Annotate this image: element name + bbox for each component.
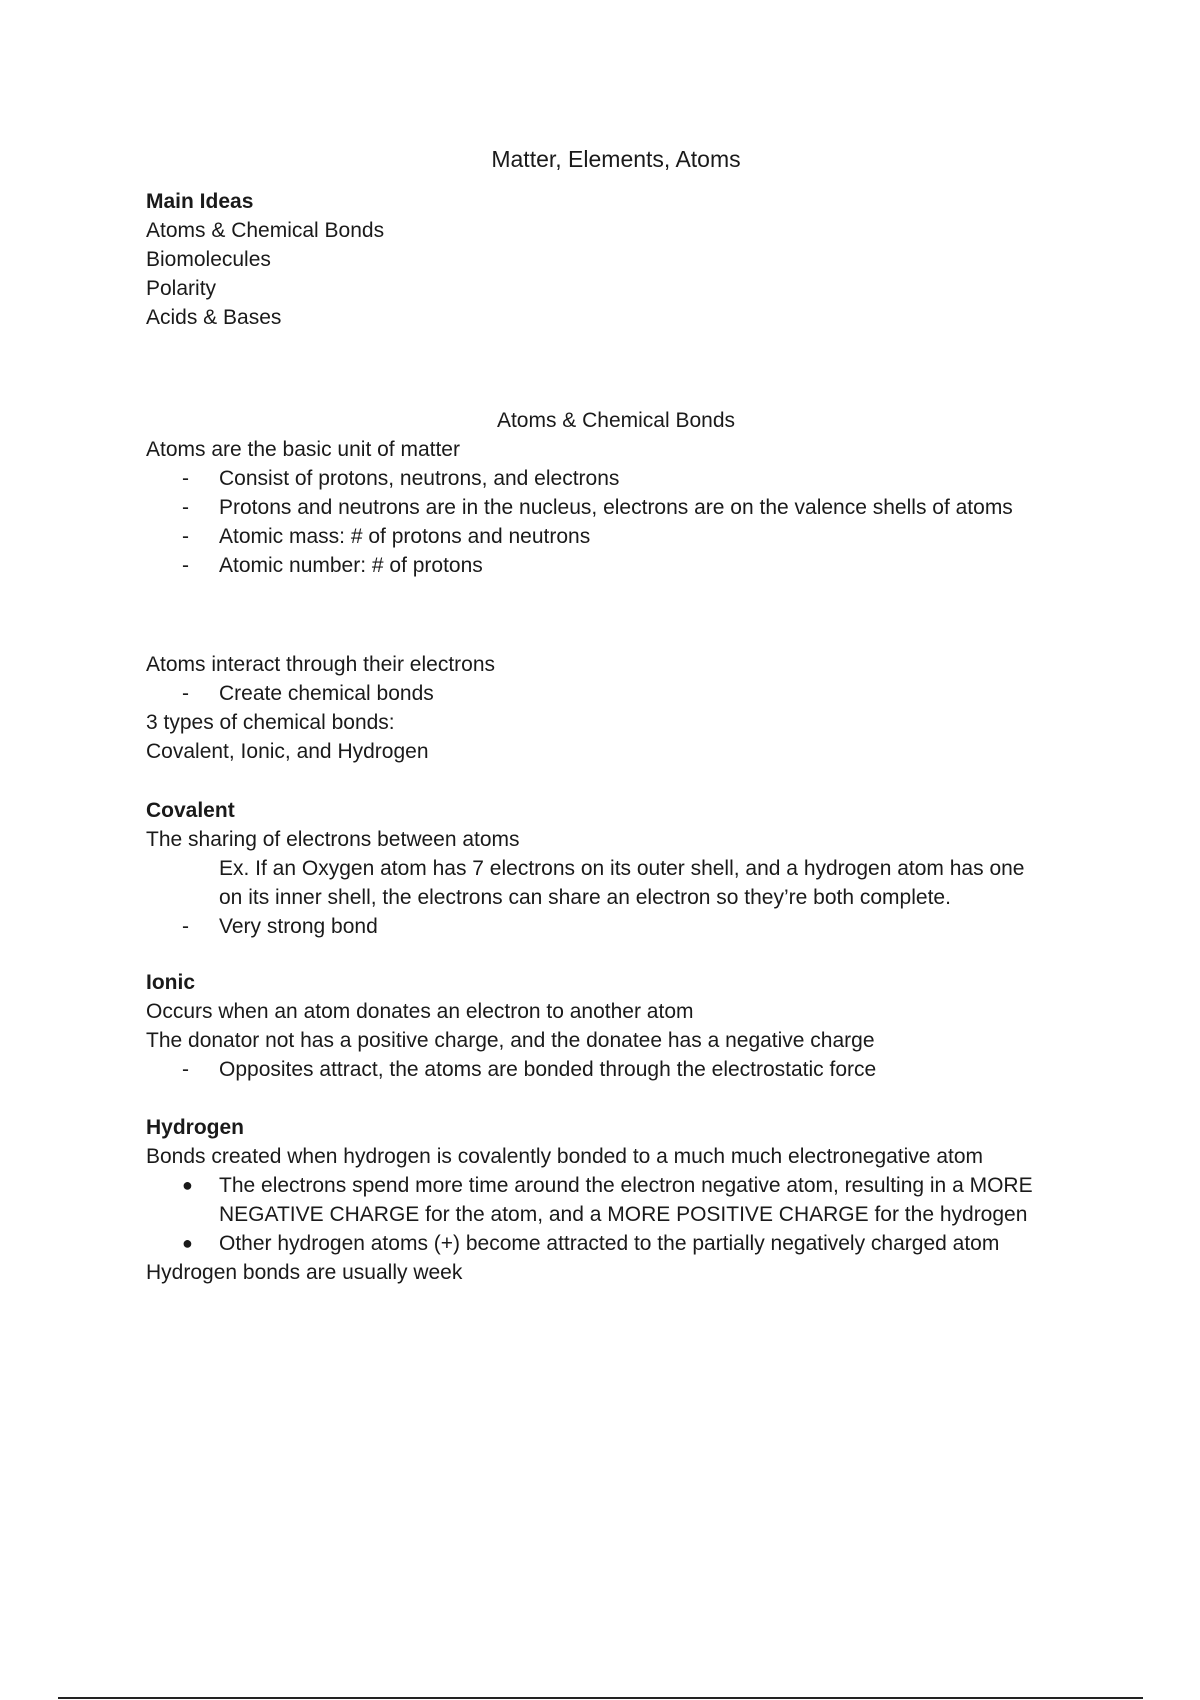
- hydrogen-bullet-list: [146, 1171, 1086, 1258]
- hydrogen-heading: Hydrogen: [146, 1116, 245, 1139]
- list-item-text: Create chemical bonds: [219, 682, 434, 705]
- list-item: [146, 1171, 1086, 1229]
- list-item: [146, 1229, 1086, 1258]
- covalent-definition: The sharing of electrons between atoms: [146, 828, 520, 851]
- list-item-text: Very strong bond: [219, 915, 378, 938]
- covalent-example-line: on its inner shell, the electrons can share an electron so they’re both complete.: [219, 886, 951, 909]
- hydrogen-definition: Bonds created when hydrogen is covalently bonded to a much much electronegative atom: [146, 1145, 984, 1168]
- ionic-bullet-list: [146, 1055, 1086, 1084]
- list-item: [146, 551, 1086, 580]
- list-item-text: Opposites attract, the atoms are bonded through the electrostatic force: [219, 1058, 877, 1081]
- list-item-text: Protons and neutrons are in the nucleus, electrons are on the valence shells of atoms: [219, 496, 1013, 519]
- dash-marker: -: [182, 554, 189, 577]
- ionic-definition: Occurs when an atom donates an electron to another atom: [146, 1000, 694, 1023]
- interact-bullet-list: [146, 679, 1086, 708]
- atoms-interact-text: Atoms interact through their electrons: [146, 653, 496, 676]
- list-item-text: Atomic mass: # of protons and neutrons: [219, 525, 591, 548]
- hydrogen-section: [146, 1113, 1086, 1287]
- list-item: [146, 912, 1086, 941]
- list-item: [146, 522, 1086, 551]
- list-item: [146, 493, 1086, 522]
- bullet-dot-icon: ●: [182, 1175, 193, 1195]
- dash-marker: -: [182, 525, 189, 548]
- document-page: [146, 0, 1086, 1700]
- list-item: [146, 679, 1086, 708]
- main-idea-item: Biomolecules: [146, 248, 271, 271]
- main-idea-item: Polarity: [146, 277, 217, 300]
- atoms-section: [146, 406, 1086, 580]
- hydrogen-closing: Hydrogen bonds are usually week: [146, 1261, 463, 1284]
- ionic-heading: Ionic: [146, 971, 196, 994]
- list-item: [146, 1055, 1086, 1084]
- bond-types-list: Covalent, Ionic, and Hydrogen: [146, 740, 429, 763]
- list-item-text: The electrons spend more time around the electron negative atom, resulting in a MORE: [219, 1174, 1033, 1197]
- covalent-section: [146, 796, 1086, 941]
- dash-marker: -: [182, 1058, 189, 1081]
- bullet-dot-icon: ●: [182, 1233, 193, 1253]
- dash-marker: -: [182, 682, 189, 705]
- footer-divider: [58, 1697, 1143, 1699]
- covalent-heading: Covalent: [146, 799, 235, 822]
- covalent-bullet-list: [146, 912, 1086, 941]
- main-idea-item: Acids & Bases: [146, 306, 282, 329]
- list-item-text: Consist of protons, neutrons, and electrons: [219, 467, 620, 490]
- list-item: [146, 464, 1086, 493]
- ionic-section: [146, 968, 1086, 1084]
- dash-marker: -: [182, 915, 189, 938]
- main-ideas-section: [146, 187, 1086, 332]
- covalent-example-line: Ex. If an Oxygen atom has 7 electrons on its outer shell, and a hydrogen atom has one: [219, 857, 1025, 880]
- dash-marker: -: [182, 467, 189, 490]
- dash-marker: -: [182, 496, 189, 519]
- atoms-section-title: Atoms & Chemical Bonds: [496, 409, 736, 432]
- main-ideas-heading: Main Ideas: [146, 190, 254, 213]
- atoms-interact-section: [146, 650, 1086, 766]
- list-item-text: NEGATIVE CHARGE for the atom, and a MORE POSITIVE CHARGE for the hydrogen: [219, 1203, 1028, 1226]
- list-item-text: Other hydrogen atoms (+) become attracted to the partially negatively charged atom: [219, 1232, 1000, 1255]
- ionic-charge-text: The donator not has a positive charge, and the donatee has a negative charge: [146, 1029, 875, 1052]
- document-title: Matter, Elements, Atoms: [491, 146, 741, 172]
- bond-types-label: 3 types of chemical bonds:: [146, 711, 395, 734]
- list-item-text: Atomic number: # of protons: [219, 554, 483, 577]
- atoms-bullet-list: [146, 464, 1086, 580]
- main-idea-item: Atoms & Chemical Bonds: [146, 219, 385, 242]
- atoms-intro: Atoms are the basic unit of matter: [146, 438, 460, 461]
